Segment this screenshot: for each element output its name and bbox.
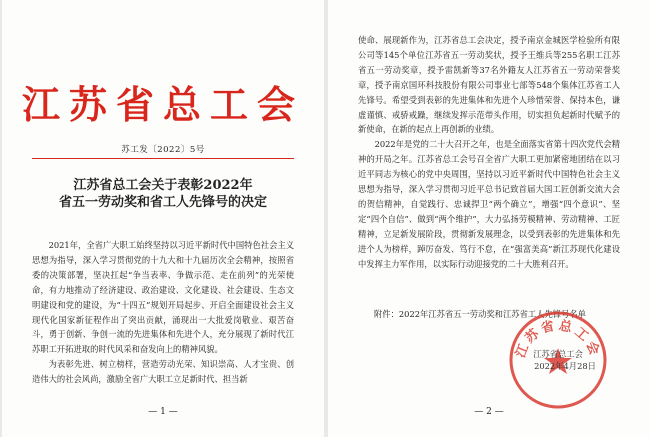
paragraph-1: 2021年，全省广大职工始终坚持以习近平新时代中国特色社会主义思想为指导，深入学习贯彻党的十九大和十九届历次全会精神，按照省委的决策部署，坚决扛起“争当表率、争做示范、走在前列”的光荣使命，有力地推动了经济建设、政治建设、文化建设、社会建设、生态文明建设和党的建设，为“十四五”规划开局起步、开启全面建设社会主义现代化国家新征程作出了突出贡献，涌现出一大批爱岗敬业、艰苦奋斗，勇于创新、争创一流的先进集体和先进个人，充分展现了新时代江苏职工开拓进取的时代风采和奋发向上的精神风貌。 — [32, 240, 294, 355]
attachment-note: 附件：2022年江苏省五一劳动奖和江苏省工人先锋号名单 — [374, 309, 586, 319]
document-title — [2, 177, 324, 211]
page-1 — [2, 0, 324, 437]
paragraph-3: 2022年是党的二十大召开之年，也是全面落实省第十四次党代会精神的开局之年。江苏省总工会号召全省广大职工更加紧密地团结在以习近平同志为核心的党中央周围，坚持以习近平新时代中国特色社会主义思想为指导，深入学习贯彻习近平总书记致首届大国工匠创新交流大会的贺信精神，自觉践行、忠诚捍卫“两个确立”，增强“四个意识”、坚定“四个自信”、做到“两个维护”，大力弘扬劳模精神、劳动精神、工匠精神，立足新发展阶段，贯彻新发展理念，以受到表彰的先进集体和先进个人为榜样，踔厉奋发、笃行不怠，在“强富美高”新江苏现代化建设中发挥主力军作用，以实际行动迎接党的二十大胜利召开。 — [358, 139, 620, 269]
issuer-name: 江苏省总工会 — [533, 349, 583, 359]
page-number-2: — 2 — — [474, 407, 504, 417]
signing-date: 2022年4月28日 — [534, 361, 596, 371]
red-divider — [32, 158, 294, 159]
header-title: 江苏省总工会 — [21, 82, 304, 127]
svg-text:江苏省总工会: 江苏省总工会 — [513, 318, 603, 360]
page-number-1: — 1 — — [148, 407, 178, 417]
body-text-page-2 — [358, 33, 620, 272]
page-2 — [328, 0, 650, 437]
paragraph-2-end: 使命、展现新作为，江苏省总工会决定，授予南京金城医学检验所有限公司等145个单位江苏省五一劳动奖状，授予王维兵等255名职工江苏省五一劳动奖章，授予雷凯新等37名外籍友人江苏省五一劳动荣誉奖章，授予南京国环科技股份有限公司事业七部等548个集体江苏省工人先锋号。希望受到表彰的先进集体和先进个人珍惜荣誉、保持本色，谦虚谨慎、戒骄戒躁，继续发挥示范带头作用，切实担负起新时代赋予的新使命，在新的起点上再创新的业绩。 — [358, 35, 620, 135]
title-line-2: 省五一劳动奖和省工人先锋号的决定 — [58, 195, 267, 210]
body-text-page-1 — [32, 238, 294, 387]
document-number: 苏工发〔2022〕5号 — [121, 145, 205, 155]
title-line-1: 江苏省总工会关于表彰2022年 — [73, 178, 253, 193]
paragraph-2-start: 为表彰先进、树立榜样，营造劳动光荣、知识崇高、人才宝贵、创造伟大的社会风尚，激励全省广大职工立足新时代、担当新 — [32, 359, 294, 385]
